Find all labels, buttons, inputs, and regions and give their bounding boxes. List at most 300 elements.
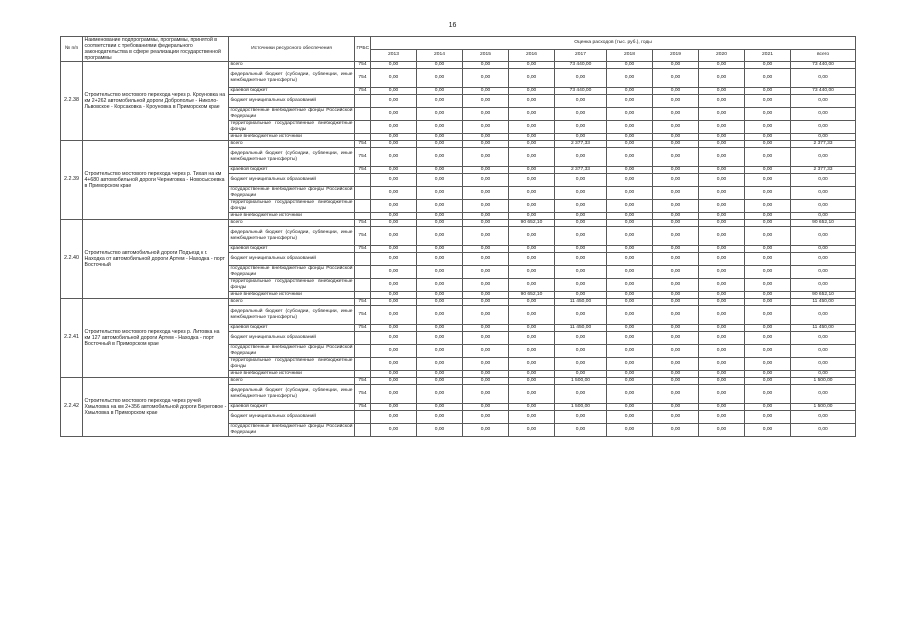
source-label: всего <box>229 378 355 385</box>
value-cell: 0,00 <box>653 371 699 378</box>
value-cell: 0,00 <box>607 306 653 325</box>
value-cell: 0,00 <box>417 88 463 95</box>
value-cell: 0,00 <box>699 62 745 69</box>
value-cell: 0,00 <box>653 220 699 227</box>
value-cell: 0,00 <box>463 69 509 88</box>
value-cell: 0,00 <box>371 174 417 187</box>
value-cell: 0,00 <box>745 299 791 306</box>
project-code: 2.2.38 <box>61 62 83 141</box>
value-cell: 0,00 <box>607 187 653 200</box>
value-cell: 0,00 <box>653 325 699 332</box>
source-label: краевой бюджет <box>229 88 355 95</box>
grbs-code: 754 <box>355 62 371 69</box>
value-cell: 0,00 <box>371 95 417 108</box>
header-source: Источники ресурсного обеспечения <box>229 37 355 62</box>
source-label: бюджет муниципальных образований <box>229 411 355 424</box>
value-cell: 90 652,10 <box>791 220 856 227</box>
header-year: 2018 <box>607 49 653 62</box>
value-cell: 0,00 <box>653 279 699 292</box>
value-cell: 2 377,33 <box>791 141 856 148</box>
value-cell: 0,00 <box>791 246 856 253</box>
header-year: 2013 <box>371 49 417 62</box>
table-row <box>61 141 856 148</box>
value-cell: 0,00 <box>463 134 509 141</box>
grbs-code: 754 <box>355 404 371 411</box>
value-cell: 0,00 <box>371 213 417 220</box>
value-cell: 0,00 <box>745 385 791 404</box>
value-cell: 0,00 <box>607 200 653 213</box>
value-cell: 0,00 <box>509 325 555 332</box>
project-code: 2.2.42 <box>61 378 83 437</box>
value-cell: 0,00 <box>417 253 463 266</box>
value-cell: 0,00 <box>607 325 653 332</box>
grbs-code <box>355 108 371 121</box>
value-cell: 0,00 <box>417 200 463 213</box>
value-cell: 0,00 <box>791 95 856 108</box>
value-cell: 90 652,10 <box>509 220 555 227</box>
value-cell: 0,00 <box>463 411 509 424</box>
value-cell: 0,00 <box>509 95 555 108</box>
value-cell: 2 377,33 <box>555 167 607 174</box>
value-cell: 0,00 <box>699 299 745 306</box>
value-cell: 0,00 <box>555 148 607 167</box>
value-cell: 0,00 <box>463 253 509 266</box>
project-name: Строительство автомобильной дороги Подъезд к г. Находка от автомобильной дороги Артем - Находка - порт Восточный <box>83 220 229 299</box>
value-cell: 0,00 <box>509 279 555 292</box>
value-cell: 0,00 <box>371 253 417 266</box>
value-cell: 0,00 <box>607 141 653 148</box>
value-cell: 0,00 <box>371 148 417 167</box>
value-cell: 0,00 <box>699 371 745 378</box>
value-cell: 0,00 <box>791 121 856 134</box>
value-cell: 0,00 <box>745 266 791 279</box>
value-cell: 11 450,00 <box>791 325 856 332</box>
source-label: бюджет муниципальных образований <box>229 174 355 187</box>
source-label: федеральный бюджет (субсидии, субвенции, иные межбюджетные трансферты) <box>229 306 355 325</box>
value-cell: 0,00 <box>791 69 856 88</box>
source-label: иные внебюджетные источники <box>229 213 355 220</box>
project-name: Строительство мостового перехода через ручей Хмыловка на км 2+356 автомобильной дороги Береговое - Хмыловка в Приморском крае <box>83 378 229 437</box>
value-cell: 0,00 <box>607 95 653 108</box>
value-cell: 0,00 <box>745 371 791 378</box>
value-cell: 0,00 <box>371 200 417 213</box>
header-year: 2015 <box>463 49 509 62</box>
table-row <box>61 299 856 306</box>
value-cell: 0,00 <box>607 385 653 404</box>
grbs-code <box>355 266 371 279</box>
value-cell: 0,00 <box>745 358 791 371</box>
value-cell: 0,00 <box>607 332 653 345</box>
value-cell: 0,00 <box>509 266 555 279</box>
value-cell: 0,00 <box>371 134 417 141</box>
value-cell: 0,00 <box>509 213 555 220</box>
value-cell: 0,00 <box>555 108 607 121</box>
value-cell: 0,00 <box>791 253 856 266</box>
table-row <box>61 62 856 69</box>
grbs-code <box>355 253 371 266</box>
value-cell: 0,00 <box>463 325 509 332</box>
grbs-code: 754 <box>355 141 371 148</box>
value-cell: 0,00 <box>607 62 653 69</box>
table-row <box>61 378 856 385</box>
value-cell: 0,00 <box>417 174 463 187</box>
value-cell: 0,00 <box>745 253 791 266</box>
value-cell: 0,00 <box>699 253 745 266</box>
grbs-code: 754 <box>355 246 371 253</box>
value-cell: 0,00 <box>607 253 653 266</box>
value-cell: 0,00 <box>653 134 699 141</box>
value-cell: 0,00 <box>463 62 509 69</box>
source-label: территориальные государственные внебюджетные фонды <box>230 121 353 132</box>
grbs-code <box>355 134 371 141</box>
value-cell: 0,00 <box>699 378 745 385</box>
value-cell: 0,00 <box>371 187 417 200</box>
value-cell: 0,00 <box>745 325 791 332</box>
value-cell: 0,00 <box>699 292 745 299</box>
value-cell: 0,00 <box>509 385 555 404</box>
value-cell: 73 440,00 <box>791 62 856 69</box>
value-cell: 0,00 <box>509 187 555 200</box>
value-cell: 0,00 <box>463 227 509 246</box>
value-cell: 0,00 <box>463 404 509 411</box>
project-name: Строительство мостового перехода через р. Кроуновка на км 2+262 автомобильной дороги Доброполье - Николо-Львовское - Корсаковка - Кроуновка в Приморском крае <box>83 62 229 141</box>
value-cell: 0,00 <box>607 148 653 167</box>
value-cell: 0,00 <box>699 424 745 437</box>
value-cell: 73 440,00 <box>791 88 856 95</box>
value-cell: 0,00 <box>417 385 463 404</box>
value-cell: 0,00 <box>417 345 463 358</box>
value-cell: 0,00 <box>745 345 791 358</box>
value-cell: 0,00 <box>555 292 607 299</box>
value-cell: 0,00 <box>371 404 417 411</box>
value-cell: 0,00 <box>791 424 856 437</box>
value-cell: 0,00 <box>509 167 555 174</box>
value-cell: 0,00 <box>699 266 745 279</box>
value-cell: 0,00 <box>699 227 745 246</box>
value-cell: 0,00 <box>417 411 463 424</box>
value-cell: 0,00 <box>745 411 791 424</box>
value-cell: 0,00 <box>607 220 653 227</box>
value-cell: 0,00 <box>653 299 699 306</box>
value-cell: 0,00 <box>653 227 699 246</box>
value-cell: 0,00 <box>745 148 791 167</box>
value-cell: 0,00 <box>463 95 509 108</box>
grbs-code <box>355 411 371 424</box>
value-cell: 0,00 <box>745 62 791 69</box>
source-label: краевой бюджет <box>229 167 355 174</box>
value-cell: 0,00 <box>653 95 699 108</box>
value-cell: 0,00 <box>509 306 555 325</box>
value-cell: 0,00 <box>653 246 699 253</box>
header-year: 2021 <box>745 49 791 62</box>
value-cell: 0,00 <box>417 167 463 174</box>
source-label: федеральный бюджет (субсидии, субвенции, иные межбюджетные трансферты) <box>229 385 355 404</box>
header-year: 2020 <box>699 49 745 62</box>
grbs-code: 754 <box>355 167 371 174</box>
value-cell: 0,00 <box>463 378 509 385</box>
value-cell: 0,00 <box>555 424 607 437</box>
source-label: территориальные государственные внебюджетные фонды <box>230 200 353 211</box>
value-cell: 0,00 <box>607 108 653 121</box>
value-cell: 0,00 <box>699 220 745 227</box>
grbs-code: 754 <box>355 325 371 332</box>
value-cell: 0,00 <box>417 378 463 385</box>
value-cell: 0,00 <box>463 358 509 371</box>
value-cell: 0,00 <box>509 200 555 213</box>
value-cell: 0,00 <box>417 213 463 220</box>
grbs-code <box>355 424 371 437</box>
value-cell: 0,00 <box>699 332 745 345</box>
value-cell: 0,00 <box>607 378 653 385</box>
value-cell: 0,00 <box>417 299 463 306</box>
source-label: всего <box>229 141 355 148</box>
grbs-code <box>355 358 371 371</box>
value-cell: 0,00 <box>371 227 417 246</box>
value-cell: 1 500,00 <box>791 378 856 385</box>
value-cell: 0,00 <box>509 345 555 358</box>
value-cell: 0,00 <box>745 200 791 213</box>
value-cell: 0,00 <box>371 88 417 95</box>
source-label: государственные внебюджетные фонды Российской Федерации <box>230 345 353 356</box>
value-cell: 0,00 <box>417 69 463 88</box>
value-cell: 0,00 <box>371 141 417 148</box>
grbs-code <box>355 371 371 378</box>
value-cell: 2 377,33 <box>555 141 607 148</box>
value-cell: 0,00 <box>653 167 699 174</box>
source-label: иные внебюджетные источники <box>229 292 355 299</box>
value-cell: 0,00 <box>371 220 417 227</box>
value-cell: 0,00 <box>463 148 509 167</box>
grbs-code <box>355 200 371 213</box>
value-cell: 0,00 <box>607 69 653 88</box>
grbs-code <box>355 121 371 134</box>
table-row <box>61 220 856 227</box>
value-cell: 2 377,33 <box>791 167 856 174</box>
source-label: всего <box>229 220 355 227</box>
value-cell: 0,00 <box>607 345 653 358</box>
value-cell: 0,00 <box>371 167 417 174</box>
value-cell: 0,00 <box>371 411 417 424</box>
value-cell: 0,00 <box>555 371 607 378</box>
value-cell: 0,00 <box>607 404 653 411</box>
value-cell: 0,00 <box>653 174 699 187</box>
value-cell: 0,00 <box>745 220 791 227</box>
source-label: иные внебюджетные источники <box>229 134 355 141</box>
value-cell: 0,00 <box>509 174 555 187</box>
value-cell: 0,00 <box>699 134 745 141</box>
value-cell: 0,00 <box>417 187 463 200</box>
value-cell: 0,00 <box>607 358 653 371</box>
value-cell: 0,00 <box>555 227 607 246</box>
value-cell: 0,00 <box>699 358 745 371</box>
header-year: 2014 <box>417 49 463 62</box>
project-name: Строительство мостового перехода через р. Литовка на км 127 автомобильной дороги Артем - Находка - порт Восточный в Приморском крае <box>83 299 229 378</box>
value-cell: 11 450,00 <box>791 299 856 306</box>
value-cell: 0,00 <box>371 358 417 371</box>
value-cell: 0,00 <box>699 88 745 95</box>
value-cell: 0,00 <box>417 358 463 371</box>
value-cell: 0,00 <box>371 378 417 385</box>
value-cell: 0,00 <box>555 134 607 141</box>
value-cell: 0,00 <box>791 411 856 424</box>
value-cell: 0,00 <box>699 213 745 220</box>
value-cell: 0,00 <box>699 279 745 292</box>
grbs-code: 754 <box>355 148 371 167</box>
value-cell: 0,00 <box>745 378 791 385</box>
value-cell: 0,00 <box>699 121 745 134</box>
value-cell: 0,00 <box>791 200 856 213</box>
value-cell: 0,00 <box>417 371 463 378</box>
value-cell: 0,00 <box>653 187 699 200</box>
project-name: Строительство мостового перехода через р. Тихая на км 4+680 автомобильной дороги Черниговка - Новосысоевка в Приморском крае <box>83 141 229 220</box>
grbs-code: 754 <box>355 227 371 246</box>
value-cell: 0,00 <box>509 62 555 69</box>
value-cell: 0,00 <box>607 88 653 95</box>
value-cell: 0,00 <box>745 424 791 437</box>
value-cell: 1 500,00 <box>791 404 856 411</box>
value-cell: 0,00 <box>509 378 555 385</box>
value-cell: 0,00 <box>791 227 856 246</box>
value-cell: 0,00 <box>745 187 791 200</box>
value-cell: 0,00 <box>791 345 856 358</box>
value-cell: 0,00 <box>371 108 417 121</box>
value-cell: 0,00 <box>509 108 555 121</box>
value-cell: 0,00 <box>417 121 463 134</box>
value-cell: 0,00 <box>699 404 745 411</box>
value-cell: 0,00 <box>653 141 699 148</box>
value-cell: 0,00 <box>463 121 509 134</box>
value-cell: 0,00 <box>699 148 745 167</box>
value-cell: 0,00 <box>509 371 555 378</box>
grbs-code <box>355 332 371 345</box>
value-cell: 0,00 <box>699 141 745 148</box>
value-cell: 0,00 <box>555 345 607 358</box>
value-cell: 0,00 <box>417 227 463 246</box>
value-cell: 0,00 <box>463 266 509 279</box>
value-cell: 0,00 <box>555 266 607 279</box>
value-cell: 1 500,00 <box>555 404 607 411</box>
value-cell: 0,00 <box>555 95 607 108</box>
value-cell: 0,00 <box>417 424 463 437</box>
value-cell: 73 440,00 <box>555 62 607 69</box>
value-cell: 0,00 <box>791 371 856 378</box>
budget-table <box>60 36 856 437</box>
source-label: федеральный бюджет (субсидии, субвенции, иные межбюджетные трансферты) <box>229 69 355 88</box>
value-cell: 0,00 <box>699 411 745 424</box>
value-cell: 0,00 <box>463 108 509 121</box>
value-cell: 90 652,10 <box>509 292 555 299</box>
value-cell: 0,00 <box>463 213 509 220</box>
value-cell: 0,00 <box>699 187 745 200</box>
grbs-code <box>355 187 371 200</box>
value-cell: 0,00 <box>653 358 699 371</box>
value-cell: 0,00 <box>653 378 699 385</box>
value-cell: 0,00 <box>463 424 509 437</box>
grbs-code: 754 <box>355 385 371 404</box>
value-cell: 0,00 <box>555 358 607 371</box>
value-cell: 0,00 <box>791 358 856 371</box>
value-cell: 0,00 <box>607 227 653 246</box>
value-cell: 0,00 <box>417 332 463 345</box>
value-cell: 0,00 <box>745 306 791 325</box>
source-label: бюджет муниципальных образований <box>229 332 355 345</box>
value-cell: 11 450,00 <box>555 325 607 332</box>
value-cell: 0,00 <box>607 134 653 141</box>
source-label: государственные внебюджетные фонды Российской Федерации <box>230 424 353 435</box>
value-cell: 0,00 <box>463 385 509 404</box>
value-cell: 0,00 <box>417 266 463 279</box>
value-cell: 0,00 <box>463 246 509 253</box>
source-label: всего <box>229 62 355 69</box>
value-cell: 0,00 <box>607 167 653 174</box>
value-cell: 0,00 <box>745 279 791 292</box>
value-cell: 0,00 <box>371 246 417 253</box>
value-cell: 0,00 <box>371 424 417 437</box>
value-cell: 0,00 <box>653 121 699 134</box>
value-cell: 0,00 <box>555 332 607 345</box>
value-cell: 0,00 <box>509 88 555 95</box>
value-cell: 73 440,00 <box>555 88 607 95</box>
value-cell: 0,00 <box>791 134 856 141</box>
value-cell: 0,00 <box>699 246 745 253</box>
value-cell: 0,00 <box>509 411 555 424</box>
header-estimate: Оценка расходов (тыс. руб.), годы <box>371 37 856 50</box>
value-cell: 0,00 <box>607 174 653 187</box>
value-cell: 0,00 <box>653 424 699 437</box>
value-cell: 0,00 <box>509 404 555 411</box>
value-cell: 0,00 <box>791 332 856 345</box>
value-cell: 0,00 <box>371 62 417 69</box>
project-code: 2.2.41 <box>61 299 83 378</box>
value-cell: 0,00 <box>653 385 699 404</box>
value-cell: 0,00 <box>509 134 555 141</box>
value-cell: 0,00 <box>463 332 509 345</box>
value-cell: 0,00 <box>509 332 555 345</box>
value-cell: 0,00 <box>509 227 555 246</box>
value-cell: 0,00 <box>417 246 463 253</box>
project-code: 2.2.40 <box>61 220 83 299</box>
source-label: краевой бюджет <box>229 325 355 332</box>
value-cell: 0,00 <box>463 88 509 95</box>
value-cell: 0,00 <box>463 174 509 187</box>
value-cell: 0,00 <box>417 220 463 227</box>
value-cell: 0,00 <box>509 141 555 148</box>
value-cell: 0,00 <box>463 167 509 174</box>
value-cell: 0,00 <box>791 266 856 279</box>
value-cell: 0,00 <box>463 299 509 306</box>
value-cell: 0,00 <box>653 108 699 121</box>
value-cell: 0,00 <box>417 306 463 325</box>
value-cell: 0,00 <box>555 279 607 292</box>
value-cell: 0,00 <box>791 187 856 200</box>
value-cell: 90 652,10 <box>791 292 856 299</box>
value-cell: 0,00 <box>745 292 791 299</box>
header-row-top <box>61 37 856 50</box>
value-cell: 0,00 <box>745 227 791 246</box>
value-cell: 0,00 <box>555 220 607 227</box>
value-cell: 0,00 <box>555 69 607 88</box>
value-cell: 1 500,00 <box>555 378 607 385</box>
source-label: бюджет муниципальных образований <box>229 253 355 266</box>
source-label: бюджет муниципальных образований <box>229 95 355 108</box>
value-cell: 0,00 <box>417 325 463 332</box>
value-cell: 0,00 <box>699 108 745 121</box>
value-cell: 0,00 <box>555 121 607 134</box>
source-label: федеральный бюджет (субсидии, субвенции, иные межбюджетные трансферты) <box>229 148 355 167</box>
value-cell: 0,00 <box>555 200 607 213</box>
grbs-code <box>355 95 371 108</box>
grbs-code <box>355 213 371 220</box>
